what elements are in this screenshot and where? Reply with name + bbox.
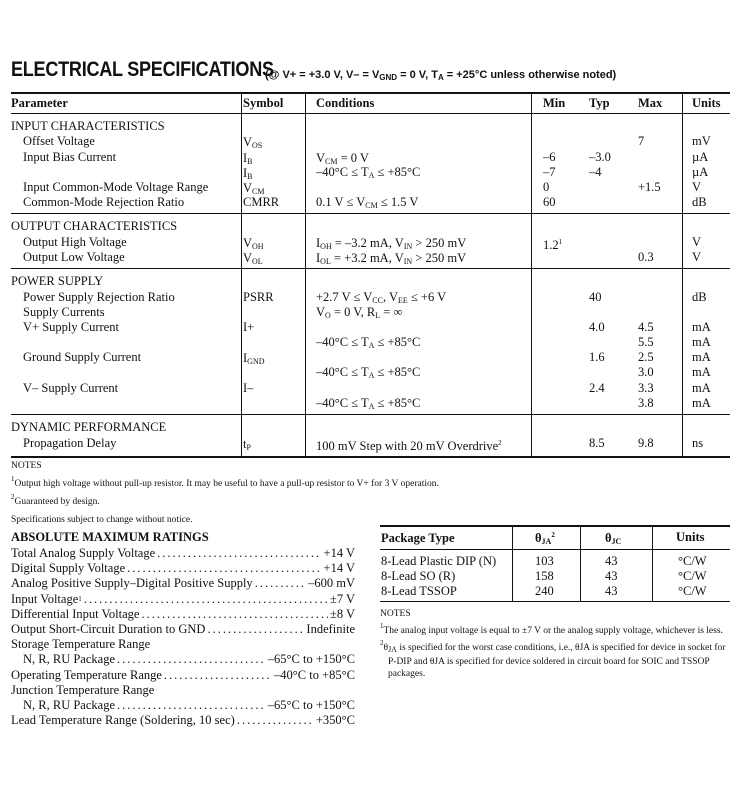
hdr-units: Units bbox=[676, 530, 705, 544]
param-supply-currents: Supply Currents bbox=[23, 305, 105, 319]
pkg-bottom-rule bbox=[380, 601, 730, 602]
title-text: ELECTRICAL SPECIFICATIONS bbox=[11, 58, 274, 81]
absmax-row bbox=[11, 592, 355, 607]
max-value: 3.0 bbox=[638, 365, 654, 379]
symbol-tp: $t_P$ bbox=[243, 437, 251, 452]
col-divider bbox=[580, 525, 581, 602]
hdr-theta-ja: $\theta_{JA}^2$ bbox=[535, 531, 555, 546]
hdr-parameter: Parameter bbox=[11, 96, 68, 110]
max-value: 7 bbox=[638, 134, 645, 148]
notes-heading: NOTES bbox=[11, 461, 42, 471]
symbol-voh: $V_{OH}$ bbox=[243, 236, 264, 251]
note-1: $^1$Output high voltage without pull-up resistor. It may be useful to have a pull-up resistor to V+ for 3 V operation. bbox=[11, 475, 439, 489]
absmax-list bbox=[11, 546, 355, 728]
pkg-cell-type: 8-Lead TSSOP bbox=[381, 584, 457, 598]
param-gnd-current: Ground Supply Current bbox=[23, 350, 142, 364]
max-value: +1.5 bbox=[638, 180, 661, 194]
max-value: 9.8 bbox=[638, 436, 654, 450]
leader-dots bbox=[207, 622, 304, 637]
absmax-value: +14 V bbox=[323, 546, 355, 560]
absmax-label: N, R, RU Package bbox=[23, 697, 115, 712]
absmax-value: –600 mV bbox=[308, 576, 355, 591]
package-table bbox=[380, 525, 730, 603]
leader-dots bbox=[237, 713, 314, 728]
pkg-cell-tjc: 43 bbox=[605, 569, 618, 583]
units-value: mA bbox=[692, 320, 711, 334]
absmax-value: +350°C bbox=[315, 713, 355, 728]
absmax-row bbox=[11, 713, 355, 728]
col-divider bbox=[241, 94, 242, 456]
hdr-typ: Typ bbox=[589, 96, 610, 110]
leader-dots bbox=[117, 652, 266, 667]
absmax-row bbox=[11, 683, 355, 698]
units-value: V bbox=[692, 180, 702, 194]
typ-value: –3.0 bbox=[589, 150, 611, 164]
param-cmrr: Common-Mode Rejection Ratio bbox=[23, 195, 185, 209]
leader-dots bbox=[127, 561, 321, 576]
absmax-value: Indefinite bbox=[306, 621, 355, 636]
pkg-note-2: $^2\theta_{JA}$ is specified for the worst case conditions, i.e., θJA is specified for device in socket for P-DIP and θJA is specified for device soldered in circuit board for SOIC and TSSOP packages. bbox=[380, 639, 726, 679]
pkg-cell-units: °C/W bbox=[678, 554, 707, 568]
symbol-ib: $I_B$ bbox=[243, 166, 253, 181]
col-divider bbox=[531, 94, 532, 456]
pkg-top-rule bbox=[380, 525, 730, 527]
symbol-vos: $V_{OS}$ bbox=[243, 135, 263, 150]
cond-temp: $-40^\circ C \le T_A \le +85^\circ C$ bbox=[316, 335, 421, 350]
cond-cmrr: 0.1 $V \le V_{CM} \le 1.5$ V bbox=[316, 195, 419, 210]
section-output: OUTPUT CHARACTERISTICS bbox=[11, 219, 178, 233]
absmax-value: –65°C to +150°C bbox=[267, 697, 355, 712]
typ-value: –4 bbox=[589, 165, 602, 179]
units-value: mA bbox=[692, 396, 711, 410]
hdr-theta-jc: $\theta_{JC}$ bbox=[605, 531, 622, 546]
hdr-max: Max bbox=[638, 96, 663, 110]
cond-supply: $V_O = 0$ V, $R_L$ = ∞ bbox=[316, 305, 403, 320]
symbol-vcm: $V_{CM}$ bbox=[243, 181, 265, 196]
cond-psrr: +2.7 $V \le V_{CC}$, $V_{EE} \le +6$ V bbox=[316, 290, 447, 305]
typ-value: 40 bbox=[589, 290, 602, 304]
absmax-row bbox=[11, 668, 355, 683]
min-value: –7 bbox=[543, 165, 556, 179]
min-value: 0 bbox=[543, 180, 550, 194]
units-value: µA bbox=[692, 165, 709, 179]
leader-dots bbox=[157, 546, 321, 561]
cond-temp: $-40^\circ C \le T_A \le +85^\circ C$ bbox=[316, 365, 421, 380]
absmax-label: Operating Temperature Range bbox=[11, 667, 162, 682]
max-value: 0.3 bbox=[638, 250, 654, 264]
leader-dots bbox=[141, 607, 328, 622]
pkg-note-1: $^1$The analog input voltage is equal to ±7 V or the analog supply voltage, whichever is less. bbox=[380, 622, 723, 636]
note-2: $^2$Guaranteed by design. bbox=[11, 493, 100, 507]
absolute-max-ratings bbox=[11, 530, 355, 728]
symbol-iminus: I– bbox=[243, 381, 254, 395]
typ-value: 8.5 bbox=[589, 436, 605, 450]
col-divider bbox=[682, 94, 683, 456]
param-psrr: Power Supply Rejection Ratio bbox=[23, 290, 175, 304]
hdr-min: Min bbox=[543, 96, 566, 110]
cond-vol: $I_{OL} = +3.2$ mA, $V_{IN} > 250$ mV bbox=[316, 251, 467, 266]
absmax-row bbox=[11, 546, 355, 561]
section-dynamic: DYNAMIC PERFORMANCE bbox=[11, 420, 167, 434]
units-value: V bbox=[692, 235, 702, 249]
section-power: POWER SUPPLY bbox=[11, 274, 104, 288]
absmax-row bbox=[11, 607, 355, 622]
units-value: mA bbox=[692, 335, 711, 349]
max-value: 5.5 bbox=[638, 335, 654, 349]
col-divider bbox=[652, 525, 653, 602]
absmax-label: Digital Supply Voltage bbox=[11, 561, 126, 576]
param-icmvr: Input Common-Mode Voltage Range bbox=[23, 180, 209, 194]
cond-vcm: $V_{CM} = 0$ V bbox=[316, 151, 369, 166]
cond-voh: $I_{OH} = -3.2$ mA, $V_{IN} > 250$ mV bbox=[316, 236, 467, 251]
pkg-cell-tjc: 43 bbox=[605, 554, 618, 568]
hdr-units: Units bbox=[692, 96, 721, 110]
symbol-iplus: I+ bbox=[243, 320, 255, 334]
table-bottom-rule bbox=[11, 456, 730, 458]
max-value: 3.8 bbox=[638, 396, 654, 410]
min-value: 60 bbox=[543, 195, 556, 209]
absmax-label: Analog Positive Supply–Digital Positive Supply bbox=[11, 576, 253, 591]
note-text: Guaranteed by design. bbox=[14, 497, 100, 507]
pkg-header-rule bbox=[380, 549, 730, 550]
pkg-cell-tjc: 43 bbox=[605, 584, 618, 598]
hdr-symbol: Symbol bbox=[243, 96, 284, 110]
absmax-row bbox=[11, 561, 355, 576]
cond-temp: $-40^\circ C \le T_A \le +85^\circ C$ bbox=[316, 396, 421, 411]
hdr-package-type: Package Type bbox=[381, 531, 455, 545]
section-rule bbox=[11, 213, 730, 214]
page-title bbox=[11, 58, 617, 82]
col-divider bbox=[512, 525, 513, 602]
max-value: 3.3 bbox=[638, 381, 654, 395]
absmax-row bbox=[11, 576, 355, 591]
leader-dots bbox=[84, 592, 328, 607]
param-vol: Output Low Voltage bbox=[23, 250, 125, 264]
section-rule bbox=[11, 268, 730, 269]
hdr-conditions: Conditions bbox=[316, 96, 375, 110]
units-value: dB bbox=[692, 195, 707, 209]
pkg-cell-units: °C/W bbox=[678, 584, 707, 598]
absmax-label: Differential Input Voltage bbox=[11, 606, 140, 621]
symbol-psrr: PSRR bbox=[243, 290, 274, 304]
pkg-cell-tja: 103 bbox=[535, 554, 554, 568]
leader-dots bbox=[164, 668, 272, 683]
note-3: Specifications subject to change without notice. bbox=[11, 515, 193, 525]
absmax-row bbox=[11, 652, 355, 667]
package-notes bbox=[380, 608, 730, 680]
cond-text: 100 mV Step with 20 mV Overdrive bbox=[316, 439, 499, 453]
symbol-ib: $I_B$ bbox=[243, 151, 253, 166]
note-text: Output high voltage without pull-up resistor. It may be useful to have a pull-up resistor to V+ for 3 V operation. bbox=[14, 479, 439, 489]
param-vminus-current: V– Supply Current bbox=[23, 381, 119, 395]
typ-value: 1.6 bbox=[589, 350, 605, 364]
absmax-value: ±8 V bbox=[329, 606, 355, 621]
absmax-label: Input Voltage bbox=[11, 591, 79, 606]
symbol-ignd: $I_{GND}$ bbox=[243, 351, 265, 366]
notes-heading: NOTES bbox=[380, 609, 411, 619]
absmax-value: –40°C to +85°C bbox=[274, 667, 355, 682]
max-value: 2.5 bbox=[638, 350, 654, 364]
note-text: The analog input voltage is equal to ±7 V or the analog supply voltage, whichever is less. bbox=[383, 626, 723, 636]
param-offset-voltage: Offset Voltage bbox=[23, 134, 95, 148]
absmax-value: ±7 V bbox=[329, 591, 355, 606]
min-value: 1.2 bbox=[543, 238, 559, 252]
absmax-label: Output Short-Circuit Duration to GND bbox=[11, 621, 206, 636]
col-divider bbox=[305, 94, 306, 456]
pkg-cell-type: 8-Lead SO (R) bbox=[381, 569, 456, 583]
absmax-value: –65°C to +150°C bbox=[267, 652, 355, 667]
units-value: mA bbox=[692, 350, 711, 364]
header-rule bbox=[11, 113, 730, 114]
spec-notes bbox=[11, 460, 439, 527]
units-value: ns bbox=[692, 436, 704, 450]
cond-tp: 100 mV Step with 20 mV Overdrive$^2$ bbox=[316, 439, 502, 453]
footnote-mark: 1 bbox=[78, 594, 82, 603]
spec-table bbox=[11, 94, 730, 456]
title-conditions: (@ V+ = +3.0 V, $V- = V_{GND} = 0$ V, $T_A = +25^\circ C$ unless otherwise noted) bbox=[265, 69, 617, 82]
absmax-row bbox=[11, 637, 355, 652]
param-propagation-delay: Propagation Delay bbox=[23, 436, 117, 450]
param-voh: Output High Voltage bbox=[23, 235, 127, 249]
symbol-cmrr: CMRR bbox=[243, 195, 280, 209]
section-rule bbox=[11, 414, 730, 415]
min-value: –6 bbox=[543, 150, 556, 164]
pkg-cell-type: 8-Lead Plastic DIP (N) bbox=[381, 554, 497, 568]
units-value: V bbox=[692, 250, 702, 264]
absmax-label: N, R, RU Package bbox=[23, 652, 115, 667]
section-input: INPUT CHARACTERISTICS bbox=[11, 119, 165, 133]
pkg-cell-units: °C/W bbox=[678, 569, 707, 583]
units-value: mV bbox=[692, 134, 711, 148]
absmax-label: Storage Temperature Range bbox=[11, 637, 151, 652]
pkg-cell-tja: 158 bbox=[535, 569, 554, 583]
absmax-label: Lead Temperature Range (Soldering, 10 sec) bbox=[11, 713, 235, 728]
absmax-heading: ABSOLUTE MAXIMUM RATINGS bbox=[11, 530, 209, 544]
note-text: is specified for the worst case conditions, i.e., θJA is specified for device in socket for P-DIP and θJA is specified for device soldered in circuit board for SOIC and TSSOP packages. bbox=[388, 643, 726, 679]
units-value: mA bbox=[692, 365, 711, 379]
absmax-label: Total Analog Supply Voltage bbox=[11, 546, 156, 560]
param-vplus-current: V+ Supply Current bbox=[23, 320, 119, 334]
param-input-bias: Input Bias Current bbox=[23, 150, 117, 164]
absmax-row bbox=[11, 622, 355, 637]
typ-value: 4.0 bbox=[589, 320, 605, 334]
units-value: mA bbox=[692, 381, 711, 395]
symbol-vol: $V_{OL}$ bbox=[243, 251, 263, 266]
min-voh: $1.2^1$ bbox=[543, 238, 563, 252]
units-value: µA bbox=[692, 150, 709, 164]
max-value: 4.5 bbox=[638, 320, 654, 334]
absmax-label: Junction Temperature Range bbox=[11, 682, 155, 697]
leader-dots bbox=[255, 576, 306, 591]
cond-temp: $-40^\circ C \le T_A \le +85^\circ C$ bbox=[316, 165, 421, 180]
absmax-row bbox=[11, 698, 355, 713]
absmax-value: +14 V bbox=[323, 561, 355, 576]
units-value: dB bbox=[692, 290, 707, 304]
typ-value: 2.4 bbox=[589, 381, 605, 395]
leader-dots bbox=[117, 698, 266, 713]
pkg-cell-tja: 240 bbox=[535, 584, 554, 598]
